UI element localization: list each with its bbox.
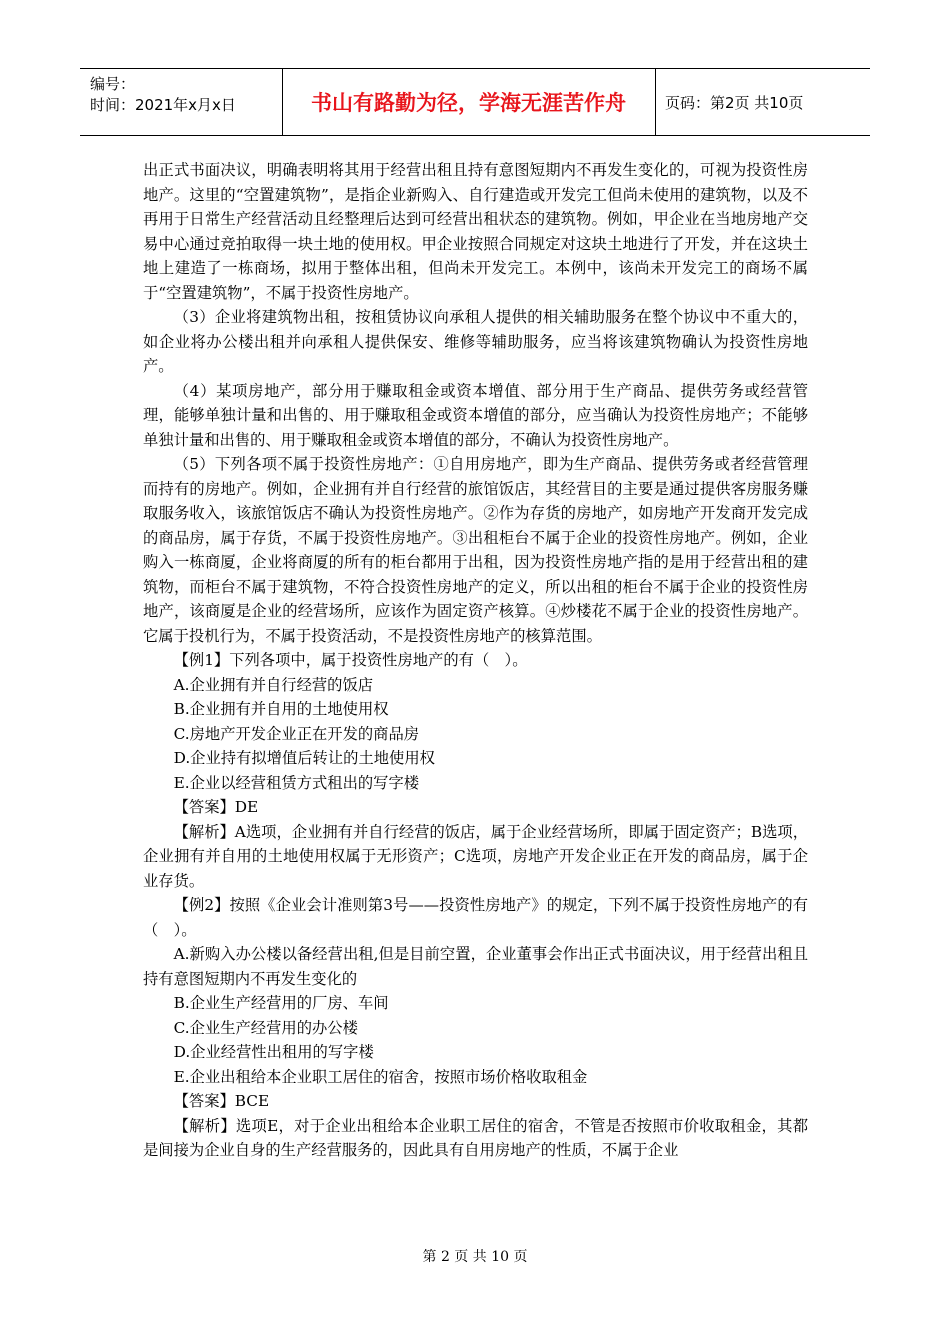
body-paragraph: （3）企业将建筑物出租，按租赁协议向承租人提供的相关辅助服务在整个协议中不重大的，如企业将办公楼出租并向承租人提供保安、维修等辅助服务，应当将该建筑物确认为投资性房地产。 bbox=[143, 308, 808, 375]
body-paragraph: A.新购入办公楼以备经营出租,但是目前空置，企业董事会作出正式书面决议，用于经营出租且持有意图短期内不再发生变化的 bbox=[143, 945, 808, 988]
option-item: E.企业出租给本企业职工居住的宿舍，按照市场价格收取租金 bbox=[173, 1067, 588, 1086]
option-item: B.企业拥有并自用的土地使用权 bbox=[173, 700, 389, 718]
header-page-info: 页码：第2页 共10页 bbox=[665, 93, 804, 112]
document-date-label: 时间：2021年x月x日 bbox=[90, 96, 236, 114]
body-paragraph: 【答案】BCE bbox=[173, 1092, 270, 1110]
option-item: A.企业拥有并自行经营的饭店 bbox=[173, 675, 374, 694]
body-paragraph: 出正式书面决议，明确表明将其用于经营出租且持有意图短期内不再发生变化的，可视为投资性房地产。这里的“空置建筑物”，是指企业新购入、自行建造或开发完工但尚未使用的建筑物，以及不再用于日常生产经营活动且经整理后达到可经营出租状态的建筑物。例如，甲企业在当地房地产交易中心通过竞拍取得一块土地的使用权。甲企业按照合同规定对这块土地进行了开发，并在这块土地上建造了一栋商场，拟用于整体出租，但尚未开发完工。本例中，该尚未开发完工的商场不属于“空置建筑物”，不属于投资性房地产。 bbox=[143, 161, 808, 302]
option-item: C.企业生产经营用的办公楼 bbox=[173, 1018, 358, 1037]
option-item: B.企业生产经营用的厂房、车间 bbox=[173, 994, 389, 1012]
body-paragraph: 【解析】A选项，企业拥有并自行经营的饭店，属于企业经营场所，即属于固定资产；B选项，企业拥有并自用的土地使用权属于无形资产；C选项，房地产开发企业正在开发的商品房，属于企业存货。 bbox=[143, 822, 808, 890]
option-item: E.企业以经营租赁方式租出的写字楼 bbox=[173, 773, 420, 792]
page-footer: 第 2 页 共 10 页 bbox=[422, 1249, 528, 1265]
header-motto: 书山有路勤为径，学海无涯苦作舟 bbox=[311, 91, 626, 115]
document-body bbox=[143, 158, 808, 1163]
option-item: D.企业经营性出租用的写字楼 bbox=[173, 1043, 374, 1061]
body-paragraph: 【解析】选项E，对于企业出租给本企业职工居住的宿舍，不管是否按照市价收取租金，其都是间接为企业自身的生产经营服务的，因此具有自用房地产的性质，不属于企业 bbox=[143, 1116, 808, 1159]
body-paragraph: （5）下列各项不属于投资性房地产：①自用房地产，即为生产商品、提供劳务或者经营管理而持有的房地产。例如，企业拥有并自行经营的旅馆饭店，其经营目的主要是通过提供客房服务赚取服务收入，该旅馆饭店不确认为投资性房地产。②作为存货的房地产，如房地产开发商开发完成的商品房，属于存货，不属于投资性房地产。③出租柜台不属于企业的投资性房地产。例如，企业购入一栋商厦，企业将商厦的所有的柜台都用于出租，因为投资性房地产指的是用于经营出租的建筑物，而柜台不属于建筑物，不符合投资性房地产的定义，所以出租的柜台不属于企业的投资性房地产，该商厦是企业的经营场所，应该作为固定资产核算。④炒楼花不属于企业的投资性房地产。它属于投机行为，不属于投资活动，不是投资性房地产的核算范围。 bbox=[143, 455, 808, 645]
body-paragraph: 【例2】按照《企业会计准则第3号——投资性房地产》的规定，下列不属于投资性房地产的有（ ）。 bbox=[143, 896, 808, 939]
document-number-label: 编号： bbox=[90, 75, 136, 93]
option-item: C.房地产开发企业正在开发的商品房 bbox=[173, 724, 420, 743]
header-divider bbox=[655, 68, 656, 136]
header-meta bbox=[90, 74, 236, 116]
body-paragraph: 【例1】下列各项中，属于投资性房地产的有（ ）。 bbox=[173, 651, 528, 669]
body-paragraph: （4）某项房地产，部分用于赚取租金或资本增值、部分用于生产商品、提供劳务或经营管理，能够单独计量和出售的、用于赚取租金或资本增值的部分，应当确认为投资性房地产；不能够单独计量和出售的、用于赚取租金或资本增值的部分，不确认为投资性房地产。 bbox=[143, 381, 808, 449]
option-item: D.企业持有拟增值后转让的土地使用权 bbox=[173, 749, 435, 767]
page-header bbox=[80, 68, 870, 136]
body-paragraph: 【答案】DE bbox=[173, 798, 259, 816]
